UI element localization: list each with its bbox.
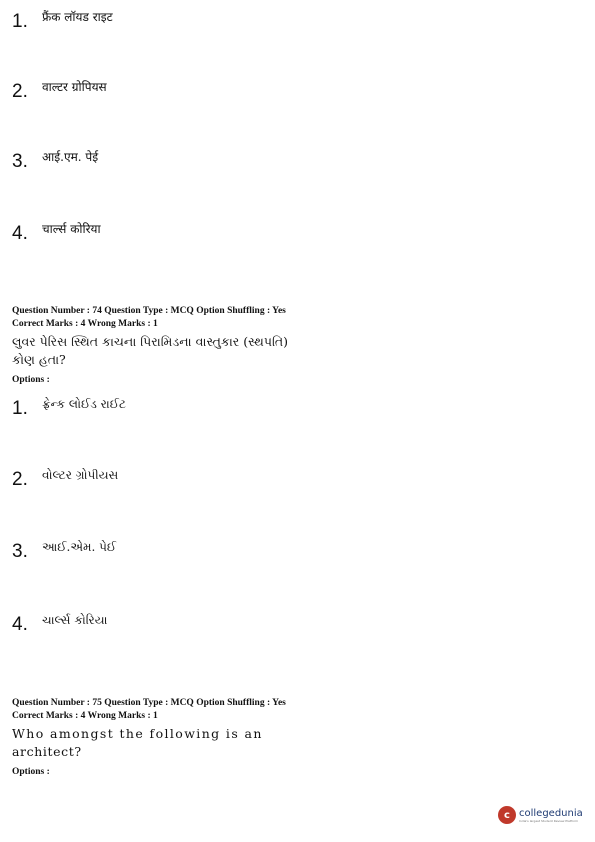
option-4	[12, 613, 107, 635]
option-number: 1.	[12, 11, 28, 32]
logo-text-wrap	[519, 808, 583, 823]
option-number: 3.	[12, 541, 28, 562]
logo-mark-icon: c	[498, 806, 516, 824]
option-number: 1.	[12, 398, 28, 419]
question-text-line2: architect?	[12, 744, 82, 759]
options-label: Options :	[12, 375, 50, 385]
option-number: 2.	[12, 469, 28, 490]
question-text	[12, 725, 272, 761]
option-3	[12, 540, 116, 562]
option-text: ચાર્લ્સ કોરિયા	[42, 613, 108, 627]
question-meta-line2: Correct Marks : 4 Wrong Marks : 1	[12, 319, 158, 329]
option-text: વોલ્ટર ગ્રોપીયસ	[42, 468, 119, 482]
question-meta-line1: Question Number : 75 Question Type : MCQ Option Shuffling : Yes	[12, 698, 286, 708]
logo-tagline: India's largest Student Review Platform	[519, 818, 579, 823]
option-text: ફ્રેન્ક લોઈડ રાઈટ	[42, 397, 126, 411]
option-text: फ्रैंक लॉयड राइट	[42, 10, 113, 24]
option-text: आई.एम. पेई	[42, 150, 99, 164]
logo-name: collegedunia	[519, 807, 583, 819]
option-text: वाल्टर ग्रोपियस	[42, 80, 107, 94]
question-meta	[12, 697, 286, 723]
option-1	[12, 10, 113, 32]
option-3	[12, 150, 98, 172]
question-text-line1: Who amongst the following is an	[12, 726, 263, 741]
option-4	[12, 222, 101, 244]
question-text	[12, 333, 312, 369]
option-text: આઈ.એમ. પેઈ	[42, 540, 117, 554]
option-number: 4.	[12, 614, 28, 635]
option-2	[12, 80, 107, 102]
collegedunia-logo	[498, 806, 583, 824]
question-meta-line2: Correct Marks : 4 Wrong Marks : 1	[12, 711, 158, 721]
options-label: Options :	[12, 767, 50, 777]
question-text-line2: કોણ હતા?	[12, 352, 66, 367]
option-number: 3.	[12, 151, 28, 172]
option-number: 4.	[12, 223, 28, 244]
option-2	[12, 468, 118, 490]
option-1	[12, 397, 126, 419]
option-number: 2.	[12, 81, 28, 102]
question-meta	[12, 305, 286, 331]
question-meta-line1: Question Number : 74 Question Type : MCQ Option Shuffling : Yes	[12, 306, 286, 316]
question-text-line1: લુવર પેરિસ સ્થિત કાચના પિરામિડના વાસ્તુકાર (સ્થપતિ)	[12, 334, 288, 349]
option-text: चार्ल्स कोरिया	[42, 222, 101, 236]
